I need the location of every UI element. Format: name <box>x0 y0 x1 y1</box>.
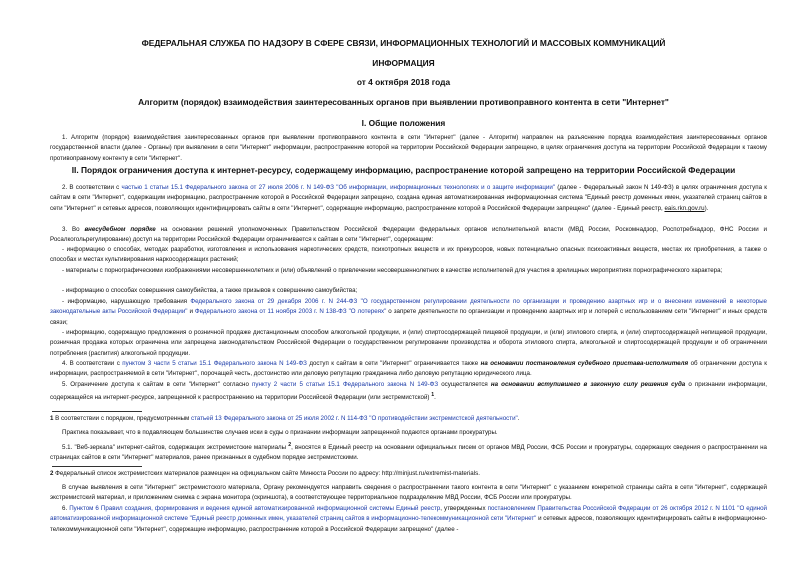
p2-text-b: (далее - Федеральный закон N 149-ФЗ) в целях ограничения доступа к сайтам в сети "Интернет", содержащим информацию, распространение которой в Российской Федерации запрещено, создана единая автоматизированная информационная система "Единый реестр доменных имен, указателей страниц сайтов в сети "Интернет" и сетевых адресов, позволяющих идентифицировать сайты в сети "Интернет", содержащие информацию, распространение которой в Российской Федерации запрещено" (далее - Единый реестр, <box>50 184 767 212</box>
footnote-2-mark: 2 <box>50 470 54 477</box>
link-article-15-1-part-1[interactable]: частью 1 статьи 15.1 Федерального закона от 27 июля 2006 г. N 149-ФЗ "Об информации, информационных технологиях и о защите информации" <box>121 184 556 191</box>
bullet-suicide-text: - информацию о способах совершения самоубийства, а также призывов к совершению самоубийства; <box>62 287 358 294</box>
link-law-114fz[interactable]: статьей 13 Федерального закона от 25 июля 2002 г. N 114-ФЗ "О противодействии экстремистской деятельности" <box>191 415 518 422</box>
agency-name: ФЕДЕРАЛЬНАЯ СЛУЖБА ПО НАДЗОРУ В СФЕРЕ СВЯЗИ, ИНФОРМАЦИОННЫХ ТЕХНОЛОГИЙ И МАССОВЫХ КОММУНИКАЦИЙ <box>141 38 666 48</box>
p4-text-a: 4. В соответствии с <box>62 360 123 367</box>
link-government-decree-1101[interactable]: постановлением Правительства Российской Федерации от 26 октября 2012 г. N 1101 "О единой автоматизированной информационной системе "Единый реестр доменных имен, указателей страниц сайтов в информационно-телекоммуникационной сети "Интернет" <box>50 505 767 523</box>
link-law-244fz[interactable]: Федерального закона от 29 декабря 2006 г. N 244-ФЗ "О государственном регулировании деятельности по организации и проведению азартных игр и о внесении изменений в некоторые законодательные акты Российской Федерации" <box>50 298 767 316</box>
footnote-2 <box>50 469 767 479</box>
bullet-alcohol-text: - информацию, содержащую предложения о розничной продаже дистанционным способом алкогольной продукции, и (или) спиртосодержащей пищевой продукции, и (или) этилового спирта, и (или) спиртосодержащей непищевой продукции, розничная продажа которых ограничена или запрещена законодательством Российской Федерации о государственном регулировании производства и оборота этилового спирта, алкогольной и спиртосодержащей продукции и об ограничении потребления (распития) алкогольной продукции. <box>50 329 767 357</box>
paragraph-5 <box>50 380 767 404</box>
bullet-drugs-text: - информацию о способах, методах разработки, изготовления и использования наркотических средств, психотропных веществ и их прекурсоров, новых потенциально опасных психоактивных веществ, местах их приобретения, а также о способах и местах культивирования наркосодержащих растений; <box>50 246 767 264</box>
bullet-minors <box>50 266 767 276</box>
practice-note <box>50 428 767 438</box>
practice-note-text: Практика показывает, что в подавляющем большинстве случаев иски в суды о признании информации запрещенной подаются органами прокуратуры. <box>62 429 498 436</box>
link-eais-site[interactable]: eais.rkn.gov.ru <box>664 204 705 212</box>
link-rules-item-6[interactable]: Пунктом 6 Правил создания, формирования и ведения единой автоматизированной информационной системы Единый реестр <box>69 505 441 512</box>
link-article-15-1-part-5-item-3[interactable]: пунктом 3 части 5 статьи 15.1 Федерального закона N 149-ФЗ <box>122 360 307 367</box>
mirror-note <box>50 483 767 504</box>
p3-text-a: 3. Во <box>62 226 85 233</box>
p4-emphasis: на основании постановления судебного пристава-исполнителя <box>480 360 689 367</box>
bullet-gambling <box>50 297 767 328</box>
bullet-gambling-text-b: и <box>187 308 195 316</box>
paragraph-1-text: 1. Алгоритм (порядок) взаимодействия заинтересованных органов при выявлении противоправного контента в сети "Интернет" (далее - Алгоритм) направлен на разъяснение порядка взаимодействия заинтересованных органов государственной власти (далее - Органы) при выявлении в сети "Интернет" информации, распространение которой на территории Российской Федерации запрещено, в целях ограничения доступа на территории Российской Федерации к такому противоправному контенту в сети "Интернет". <box>50 134 767 162</box>
p6-text-b: , утвержденных <box>440 505 488 512</box>
p4-text-c: об ограничении доступа к информации, распространяемой в сети "Интернет", порочащей честь, достоинство или деловую репутацию гражданина либо деловую репутацию юридического лица. <box>50 360 768 378</box>
paragraph-4 <box>50 359 767 380</box>
paragraph-6 <box>50 504 767 535</box>
link-law-138fz[interactable]: Федерального закона от 11 ноября 2003 г. N 138-ФЗ "О лотереях" <box>194 308 387 316</box>
footnote-2-text: Федеральный список экстремистских материалов размещен на официальном сайте Минюста России по адресу: http://minjust.ru/extremist-materials. <box>53 470 480 477</box>
footnote-divider-1 <box>52 411 142 412</box>
doc-title: Алгоритм (порядок) взаимодействия заинтересованных органов при выявлении противоправного контента в сети "Интернет" <box>138 97 669 107</box>
footnote-ref-2[interactable]: 2 <box>288 442 292 448</box>
footnote-1-text-a: В соответствии с порядком, предусмотренным <box>53 415 192 422</box>
p6-text-c: и сетевых адресов, позволяющих идентифицировать сайты в информационно-телекоммуникационной сети "Интернет", содержащие информацию, распространение которой в Российской Федерации запрещено" (далее - <box>50 515 768 533</box>
p51-text-b: , вносятся в Единый реестр на основании официальных писем от органов МВД России, ФСБ России и прокуратуры, содержащих сведения о распространении на страницах сайтов в сети "Интернет" материалов, ранее признанных в судебном порядке экстремистскими. <box>50 444 767 462</box>
paragraph-1 <box>50 133 767 164</box>
footnote-divider-2 <box>52 466 142 467</box>
paragraph-3 <box>50 225 767 246</box>
p2-text-a: 2. В соответствии с <box>62 184 122 191</box>
mirror-note-text: В случае выявления в сети "Интернет" экстремистского материала, Органу рекомендуется направить сведения о распространении такого контента в сети "Интернет" с указанием конкретной страницы сайта в сети "Интернет", содержащей экстремистский материал, и приложением снимка с экрана монитора (скриншота), в соответствующее территориальное подразделение МВД России, ФСБ России или прокуратуры. <box>50 484 767 502</box>
paragraph-5-1 <box>50 440 767 464</box>
p5-text-c: о признании информации, содержащейся на интернет-ресурсе, запрещенной к распространению на территории Российской Федерации (или экстремистской) <box>50 381 767 402</box>
p3-text-b: на основании решений уполномоченных Правительством Российской Федерации федеральных органов исполнительной власти (МВД России, Роскомнадзор, Роспотребнадзор, ФНС России и Росалкогольрегулирование) доступ на территории Российской Федерации ограничивается к сайтам в сети "Интернет", содержащим: <box>50 226 767 244</box>
p5-text-d: . <box>434 394 436 402</box>
p5-text-a: 5. Ограничение доступа к сайтам в сети "Интернет" согласно <box>62 381 253 388</box>
footnote-1-mark: 1 <box>50 415 54 422</box>
bullet-gambling-text-a: - информацию, нарушающую требования <box>62 298 191 305</box>
p3-emphasis: внесудебном порядке <box>84 226 156 233</box>
paragraph-2 <box>50 183 767 214</box>
link-article-15-1-part-5-item-2[interactable]: пункту 2 части 5 статьи 15.1 Федерального закона N 149-ФЗ <box>252 381 439 388</box>
p51-text-a: 5.1. "Веб-зеркала" интернет-сайтов, содержащих экстремистские материалы <box>62 444 289 452</box>
bullet-suicide <box>50 286 767 296</box>
bullet-drugs <box>50 245 767 266</box>
doc-date: от 4 октября 2018 года <box>356 77 451 87</box>
footnote-ref-1[interactable]: 1 <box>431 392 435 399</box>
p2-text-c: ). <box>704 204 709 212</box>
bullet-alcohol <box>50 328 767 359</box>
p5-emphasis: на основании вступившего в законную силу решения суда <box>490 381 686 388</box>
doc-type: ИНФОРМАЦИЯ <box>372 58 435 68</box>
section-1-heading: I. Общие положения <box>361 118 446 128</box>
p6-text-a: 6. <box>62 505 70 512</box>
section-2-heading: II. Порядок ограничения доступа к интернет-ресурсу, содержащему информацию, распространение которой запрещено на территории Российской Федерации <box>71 165 736 175</box>
footnote-1-text-b: . <box>517 415 520 422</box>
footnote-1 <box>50 414 767 424</box>
p4-text-b: доступ к сайтам в сети "Интернет" ограничивается также <box>306 360 481 367</box>
bullet-gambling-text-c: о запрете деятельности по организации и проведению азартных игр и лотерей с использованием сети "Интернет" и иных средств связи; <box>50 308 767 326</box>
p5-text-b: осуществляется <box>438 381 491 388</box>
bullet-minors-text: - материалы с порнографическими изображениями несовершеннолетних и (или) объявлений о привлечении несовершеннолетних в качестве исполнителей для участия в зрелищных мероприятиях порнографического характера; <box>62 267 723 274</box>
